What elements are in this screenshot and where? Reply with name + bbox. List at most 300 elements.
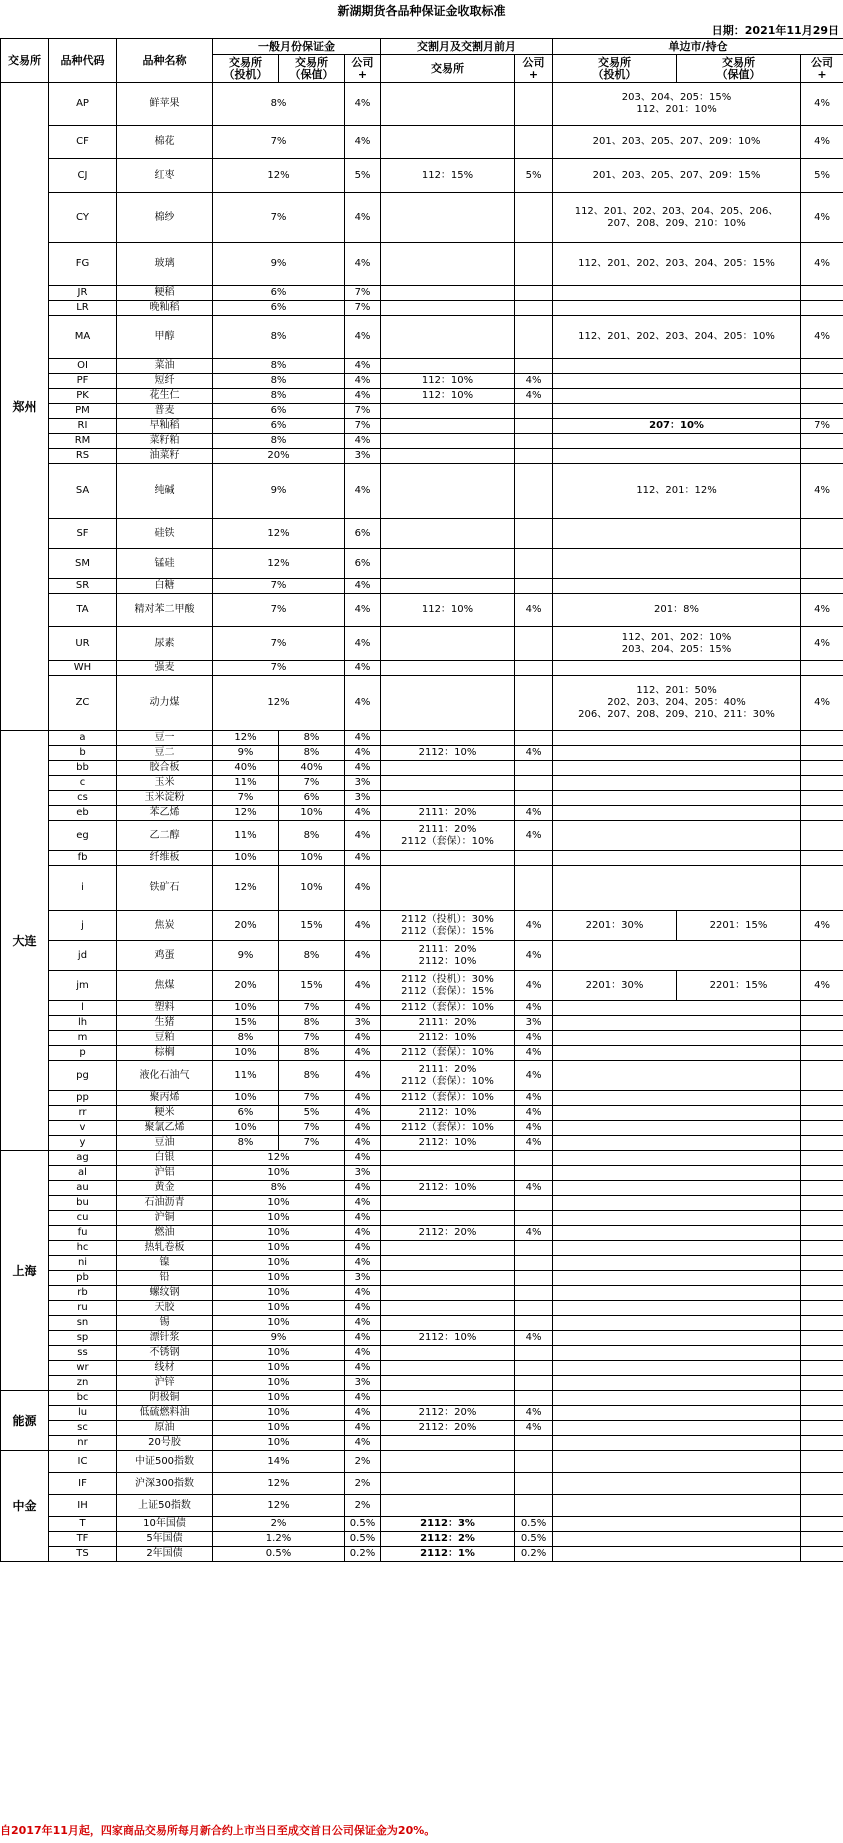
delivery-company: 4% [515, 1226, 553, 1241]
table-row [1, 1473, 843, 1495]
delivery-margin [381, 83, 515, 126]
margin-speculative: 10% [213, 851, 279, 866]
header-speculative: 交易所 （投机） [213, 55, 279, 83]
margin-general: 10% [213, 1361, 345, 1376]
unilateral-margin [553, 519, 801, 549]
margin-company: 4% [345, 1316, 381, 1331]
unilateral-margin [553, 1316, 801, 1331]
product-name: 液化石油气 [117, 1061, 213, 1091]
margin-general: 6% [213, 404, 345, 419]
product-name: 上证50指数 [117, 1495, 213, 1517]
delivery-margin [381, 866, 515, 911]
margin-company: 4% [345, 1241, 381, 1256]
delivery-margin [381, 579, 515, 594]
product-code: MA [49, 316, 117, 359]
margin-company: 4% [345, 1031, 381, 1046]
table-row [1, 1376, 843, 1391]
product-name: 花生仁 [117, 389, 213, 404]
product-code: lu [49, 1406, 117, 1421]
delivery-company [515, 549, 553, 579]
margin-company: 4% [345, 579, 381, 594]
margin-company: 4% [345, 1106, 381, 1121]
unilateral-margin [553, 1406, 801, 1421]
unilateral-margin [553, 661, 801, 676]
margin-general: 7% [213, 193, 345, 243]
table-row [1, 746, 843, 761]
delivery-company: 0.5% [515, 1532, 553, 1547]
margin-general: 10% [213, 1421, 345, 1436]
unilateral-company [801, 791, 843, 806]
header-delivery-exchange: 交易所 [381, 55, 515, 83]
table-row [1, 971, 843, 1001]
delivery-company [515, 404, 553, 419]
margin-company: 4% [345, 866, 381, 911]
margin-company: 4% [345, 316, 381, 359]
product-name: 线材 [117, 1361, 213, 1376]
product-code: CJ [49, 159, 117, 193]
margin-company: 7% [345, 286, 381, 301]
product-name: 豆二 [117, 746, 213, 761]
product-name: 尿素 [117, 627, 213, 661]
unilateral-company [801, 1226, 843, 1241]
unilateral-company [801, 1256, 843, 1271]
table-row [1, 374, 843, 389]
product-name: 原油 [117, 1421, 213, 1436]
margin-company: 4% [345, 594, 381, 627]
unilateral-margin [553, 1532, 801, 1547]
margin-company: 3% [345, 776, 381, 791]
unilateral-company [801, 1346, 843, 1361]
margin-general: 8% [213, 1181, 345, 1196]
unilateral-margin: 201：8% [553, 594, 801, 627]
delivery-company: 0.2% [515, 1547, 553, 1562]
unilateral-company [801, 1106, 843, 1121]
product-code: RS [49, 449, 117, 464]
delivery-margin [381, 1256, 515, 1271]
table-row [1, 1151, 843, 1166]
product-code: j [49, 911, 117, 941]
unilateral-margin: 112、201、202、203、204、205：15% [553, 243, 801, 286]
margin-company: 4% [345, 1211, 381, 1226]
margin-company: 2% [345, 1473, 381, 1495]
delivery-margin [381, 449, 515, 464]
unilateral-margin [553, 1391, 801, 1406]
margin-general: 10% [213, 1436, 345, 1451]
unilateral-speculative: 2201：30% [553, 971, 677, 1001]
delivery-margin: 2112：3% [381, 1517, 515, 1532]
table-row [1, 731, 843, 746]
unilateral-margin [553, 1376, 801, 1391]
unilateral-margin [553, 866, 801, 911]
product-name: 玉米 [117, 776, 213, 791]
table-row [1, 911, 843, 941]
margin-hedge: 8% [279, 821, 345, 851]
unilateral-company [801, 519, 843, 549]
margin-general: 6% [213, 301, 345, 316]
margin-general: 6% [213, 419, 345, 434]
table-row [1, 1256, 843, 1271]
exchange-cell: 上海 [1, 1151, 49, 1391]
product-code: IH [49, 1495, 117, 1517]
unilateral-company [801, 1451, 843, 1473]
unilateral-company [801, 1136, 843, 1151]
unilateral-company [801, 761, 843, 776]
delivery-margin: 2112（投机）：30% 2112（套保）：15% [381, 971, 515, 1001]
unilateral-company [801, 1121, 843, 1136]
unilateral-company [801, 776, 843, 791]
margin-general: 14% [213, 1451, 345, 1473]
product-code: FG [49, 243, 117, 286]
margin-general: 7% [213, 126, 345, 159]
product-name: 沪铜 [117, 1211, 213, 1226]
unilateral-margin [553, 1547, 801, 1562]
delivery-company: 4% [515, 1406, 553, 1421]
table-row [1, 761, 843, 776]
delivery-margin: 2112（套保）：10% [381, 1121, 515, 1136]
delivery-company [515, 243, 553, 286]
table-row [1, 83, 843, 126]
product-name: 黄金 [117, 1181, 213, 1196]
product-name: 铅 [117, 1271, 213, 1286]
delivery-company: 4% [515, 1421, 553, 1436]
table-row [1, 1016, 843, 1031]
product-code: pb [49, 1271, 117, 1286]
margin-company: 4% [345, 1346, 381, 1361]
margin-company: 4% [345, 1196, 381, 1211]
product-code: OI [49, 359, 117, 374]
unilateral-margin [553, 1256, 801, 1271]
margin-general: 2% [213, 1517, 345, 1532]
delivery-margin [381, 1211, 515, 1226]
margin-company: 7% [345, 404, 381, 419]
product-name: 中证500指数 [117, 1451, 213, 1473]
margin-general: 7% [213, 579, 345, 594]
unilateral-company [801, 359, 843, 374]
margin-company: 0.5% [345, 1517, 381, 1532]
margin-company: 4% [345, 1121, 381, 1136]
header-company: 公司 + [345, 55, 381, 83]
product-name: 生猪 [117, 1016, 213, 1031]
table-row [1, 1196, 843, 1211]
margin-general: 12% [213, 1473, 345, 1495]
unilateral-margin [553, 821, 801, 851]
margin-hedge: 7% [279, 1031, 345, 1046]
margin-hedge: 6% [279, 791, 345, 806]
product-name: 豆油 [117, 1136, 213, 1151]
table-row [1, 1436, 843, 1451]
product-code: al [49, 1166, 117, 1181]
margin-general: 10% [213, 1256, 345, 1271]
unilateral-margin [553, 1451, 801, 1473]
margin-company: 3% [345, 449, 381, 464]
margin-company: 4% [345, 1406, 381, 1421]
product-code: TS [49, 1547, 117, 1562]
delivery-company: 4% [515, 1106, 553, 1121]
margin-company: 4% [345, 389, 381, 404]
delivery-margin: 2111：20% [381, 1016, 515, 1031]
delivery-margin [381, 1376, 515, 1391]
margin-company: 4% [345, 941, 381, 971]
product-code: PK [49, 389, 117, 404]
unilateral-margin [553, 1061, 801, 1091]
margin-hedge: 8% [279, 1016, 345, 1031]
unilateral-company [801, 1495, 843, 1517]
delivery-company: 4% [515, 941, 553, 971]
product-name: 热轧卷板 [117, 1241, 213, 1256]
product-name: 白银 [117, 1151, 213, 1166]
unilateral-company [801, 866, 843, 911]
unilateral-margin [553, 1271, 801, 1286]
table-row [1, 1226, 843, 1241]
unilateral-margin [553, 1016, 801, 1031]
margin-speculative: 20% [213, 971, 279, 1001]
table-row [1, 404, 843, 419]
table-row [1, 1001, 843, 1016]
product-name: 纯碱 [117, 464, 213, 519]
margin-company: 3% [345, 1016, 381, 1031]
unilateral-company [801, 1196, 843, 1211]
unilateral-margin [553, 791, 801, 806]
margin-general: 10% [213, 1316, 345, 1331]
delivery-company: 4% [515, 1061, 553, 1091]
unilateral-margin [553, 1106, 801, 1121]
unilateral-company [801, 1016, 843, 1031]
product-name: 螺纹钢 [117, 1286, 213, 1301]
unilateral-margin [553, 1196, 801, 1211]
margin-company: 4% [345, 821, 381, 851]
delivery-company [515, 776, 553, 791]
unilateral-company [801, 1517, 843, 1532]
margin-company: 4% [345, 676, 381, 731]
unilateral-company [801, 389, 843, 404]
delivery-margin [381, 776, 515, 791]
delivery-margin: 112：15% [381, 159, 515, 193]
unilateral-margin [553, 434, 801, 449]
product-name: 乙二醇 [117, 821, 213, 851]
delivery-margin [381, 1361, 515, 1376]
header-hedge: 交易所 （保值） [279, 55, 345, 83]
margin-company: 4% [345, 1001, 381, 1016]
margin-company: 3% [345, 1271, 381, 1286]
delivery-company [515, 1473, 553, 1495]
delivery-margin [381, 661, 515, 676]
unilateral-margin [553, 389, 801, 404]
product-code: p [49, 1046, 117, 1061]
margin-general: 10% [213, 1391, 345, 1406]
margin-hedge: 8% [279, 1046, 345, 1061]
margin-general: 10% [213, 1346, 345, 1361]
product-name: 塑料 [117, 1001, 213, 1016]
delivery-margin: 2112（套保）：10% [381, 1001, 515, 1016]
unilateral-margin [553, 1421, 801, 1436]
product-code: m [49, 1031, 117, 1046]
margin-company: 6% [345, 549, 381, 579]
unilateral-margin [553, 359, 801, 374]
table-row [1, 1451, 843, 1473]
unilateral-margin: 112、201、202、203、204、205、206、 207、208、209、210：10% [553, 193, 801, 243]
header-code: 品种代码 [49, 39, 117, 83]
delivery-margin: 2111：20% [381, 806, 515, 821]
delivery-company [515, 1436, 553, 1451]
table-row [1, 159, 843, 193]
margin-company: 4% [345, 761, 381, 776]
unilateral-company [801, 1532, 843, 1547]
delivery-margin [381, 761, 515, 776]
delivery-margin: 2111：20% 2112（套保）：10% [381, 1061, 515, 1091]
unilateral-margin [553, 1361, 801, 1376]
unilateral-company [801, 746, 843, 761]
product-code: l [49, 1001, 117, 1016]
table-row [1, 193, 843, 243]
product-name: 粳米 [117, 1106, 213, 1121]
delivery-margin [381, 1241, 515, 1256]
unilateral-company [801, 1376, 843, 1391]
table-row [1, 316, 843, 359]
product-code: cs [49, 791, 117, 806]
delivery-company: 4% [515, 1136, 553, 1151]
product-name: 甲醇 [117, 316, 213, 359]
margin-company: 4% [345, 243, 381, 286]
delivery-company: 4% [515, 1031, 553, 1046]
product-name: 沪深300指数 [117, 1473, 213, 1495]
delivery-company: 4% [515, 1091, 553, 1106]
delivery-margin [381, 1196, 515, 1211]
product-name: 纤维板 [117, 851, 213, 866]
delivery-company [515, 419, 553, 434]
unilateral-speculative: 2201：30% [553, 911, 677, 941]
product-code: ru [49, 1301, 117, 1316]
table-row [1, 851, 843, 866]
margin-general: 12% [213, 549, 345, 579]
unilateral-company: 4% [801, 676, 843, 731]
margin-general: 12% [213, 1151, 345, 1166]
delivery-company [515, 193, 553, 243]
product-code: CY [49, 193, 117, 243]
delivery-company [515, 627, 553, 661]
unilateral-company: 4% [801, 316, 843, 359]
unilateral-company [801, 806, 843, 821]
unilateral-company [801, 1421, 843, 1436]
unilateral-margin [553, 1046, 801, 1061]
product-code: fb [49, 851, 117, 866]
delivery-margin [381, 193, 515, 243]
delivery-margin: 112：10% [381, 389, 515, 404]
table-row [1, 579, 843, 594]
unilateral-company [801, 1271, 843, 1286]
margin-speculative: 10% [213, 1046, 279, 1061]
margin-general: 10% [213, 1226, 345, 1241]
margin-company: 4% [345, 1046, 381, 1061]
margin-company: 4% [345, 911, 381, 941]
unilateral-company [801, 1166, 843, 1181]
delivery-company [515, 1451, 553, 1473]
table-row [1, 1391, 843, 1406]
unilateral-company [801, 661, 843, 676]
product-name: 棕榈 [117, 1046, 213, 1061]
delivery-margin [381, 1316, 515, 1331]
delivery-company [515, 851, 553, 866]
margin-general: 0.5% [213, 1547, 345, 1562]
product-name: 聚丙烯 [117, 1091, 213, 1106]
product-name: 动力煤 [117, 676, 213, 731]
product-code: a [49, 731, 117, 746]
delivery-company [515, 1301, 553, 1316]
delivery-margin: 2112（套保）：10% [381, 1091, 515, 1106]
product-name: 胶合板 [117, 761, 213, 776]
header-unilateral-hedge: 交易所 （保值） [677, 55, 801, 83]
margin-general: 6% [213, 286, 345, 301]
delivery-margin: 2112：20% [381, 1421, 515, 1436]
table-row [1, 1316, 843, 1331]
unilateral-company [801, 404, 843, 419]
margin-company: 7% [345, 301, 381, 316]
product-name: 锰硅 [117, 549, 213, 579]
table-row [1, 1121, 843, 1136]
product-name: 粳稻 [117, 286, 213, 301]
delivery-company [515, 866, 553, 911]
product-name: 漂针浆 [117, 1331, 213, 1346]
product-name: 短纤 [117, 374, 213, 389]
delivery-company [515, 676, 553, 731]
unilateral-company [801, 1061, 843, 1091]
header-exchange: 交易所 [1, 39, 49, 83]
margin-speculative: 12% [213, 866, 279, 911]
product-code: SA [49, 464, 117, 519]
product-name: 早籼稻 [117, 419, 213, 434]
delivery-margin: 112：10% [381, 374, 515, 389]
margin-general: 10% [213, 1376, 345, 1391]
table-row [1, 1517, 843, 1532]
delivery-company: 5% [515, 159, 553, 193]
margin-general: 9% [213, 1331, 345, 1346]
product-code: cu [49, 1211, 117, 1226]
product-name: 2年国债 [117, 1547, 213, 1562]
unilateral-margin [553, 1211, 801, 1226]
unilateral-margin [553, 1331, 801, 1346]
delivery-margin [381, 1391, 515, 1406]
product-code: UR [49, 627, 117, 661]
table-row [1, 627, 843, 661]
margin-company: 2% [345, 1495, 381, 1517]
delivery-margin: 2112（套保）：10% [381, 1046, 515, 1061]
delivery-company [515, 359, 553, 374]
unilateral-company [801, 579, 843, 594]
delivery-margin [381, 791, 515, 806]
delivery-company [515, 464, 553, 519]
product-code: RI [49, 419, 117, 434]
margin-general: 1.2% [213, 1532, 345, 1547]
product-name: 苯乙烯 [117, 806, 213, 821]
margin-hedge: 10% [279, 866, 345, 911]
unilateral-margin [553, 1001, 801, 1016]
margin-company: 4% [345, 627, 381, 661]
table-row [1, 126, 843, 159]
margin-company: 4% [345, 434, 381, 449]
delivery-margin [381, 316, 515, 359]
table-row [1, 594, 843, 627]
product-name: 焦煤 [117, 971, 213, 1001]
delivery-company: 4% [515, 1001, 553, 1016]
unilateral-margin: 112、201、202、203、204、205：10% [553, 316, 801, 359]
margin-company: 4% [345, 1436, 381, 1451]
product-name: 5年国债 [117, 1532, 213, 1547]
delivery-margin: 2112：20% [381, 1226, 515, 1241]
product-name: 豆一 [117, 731, 213, 746]
delivery-company [515, 1361, 553, 1376]
unilateral-company [801, 1091, 843, 1106]
exchange-cell: 郑州 [1, 83, 49, 731]
table-row [1, 791, 843, 806]
